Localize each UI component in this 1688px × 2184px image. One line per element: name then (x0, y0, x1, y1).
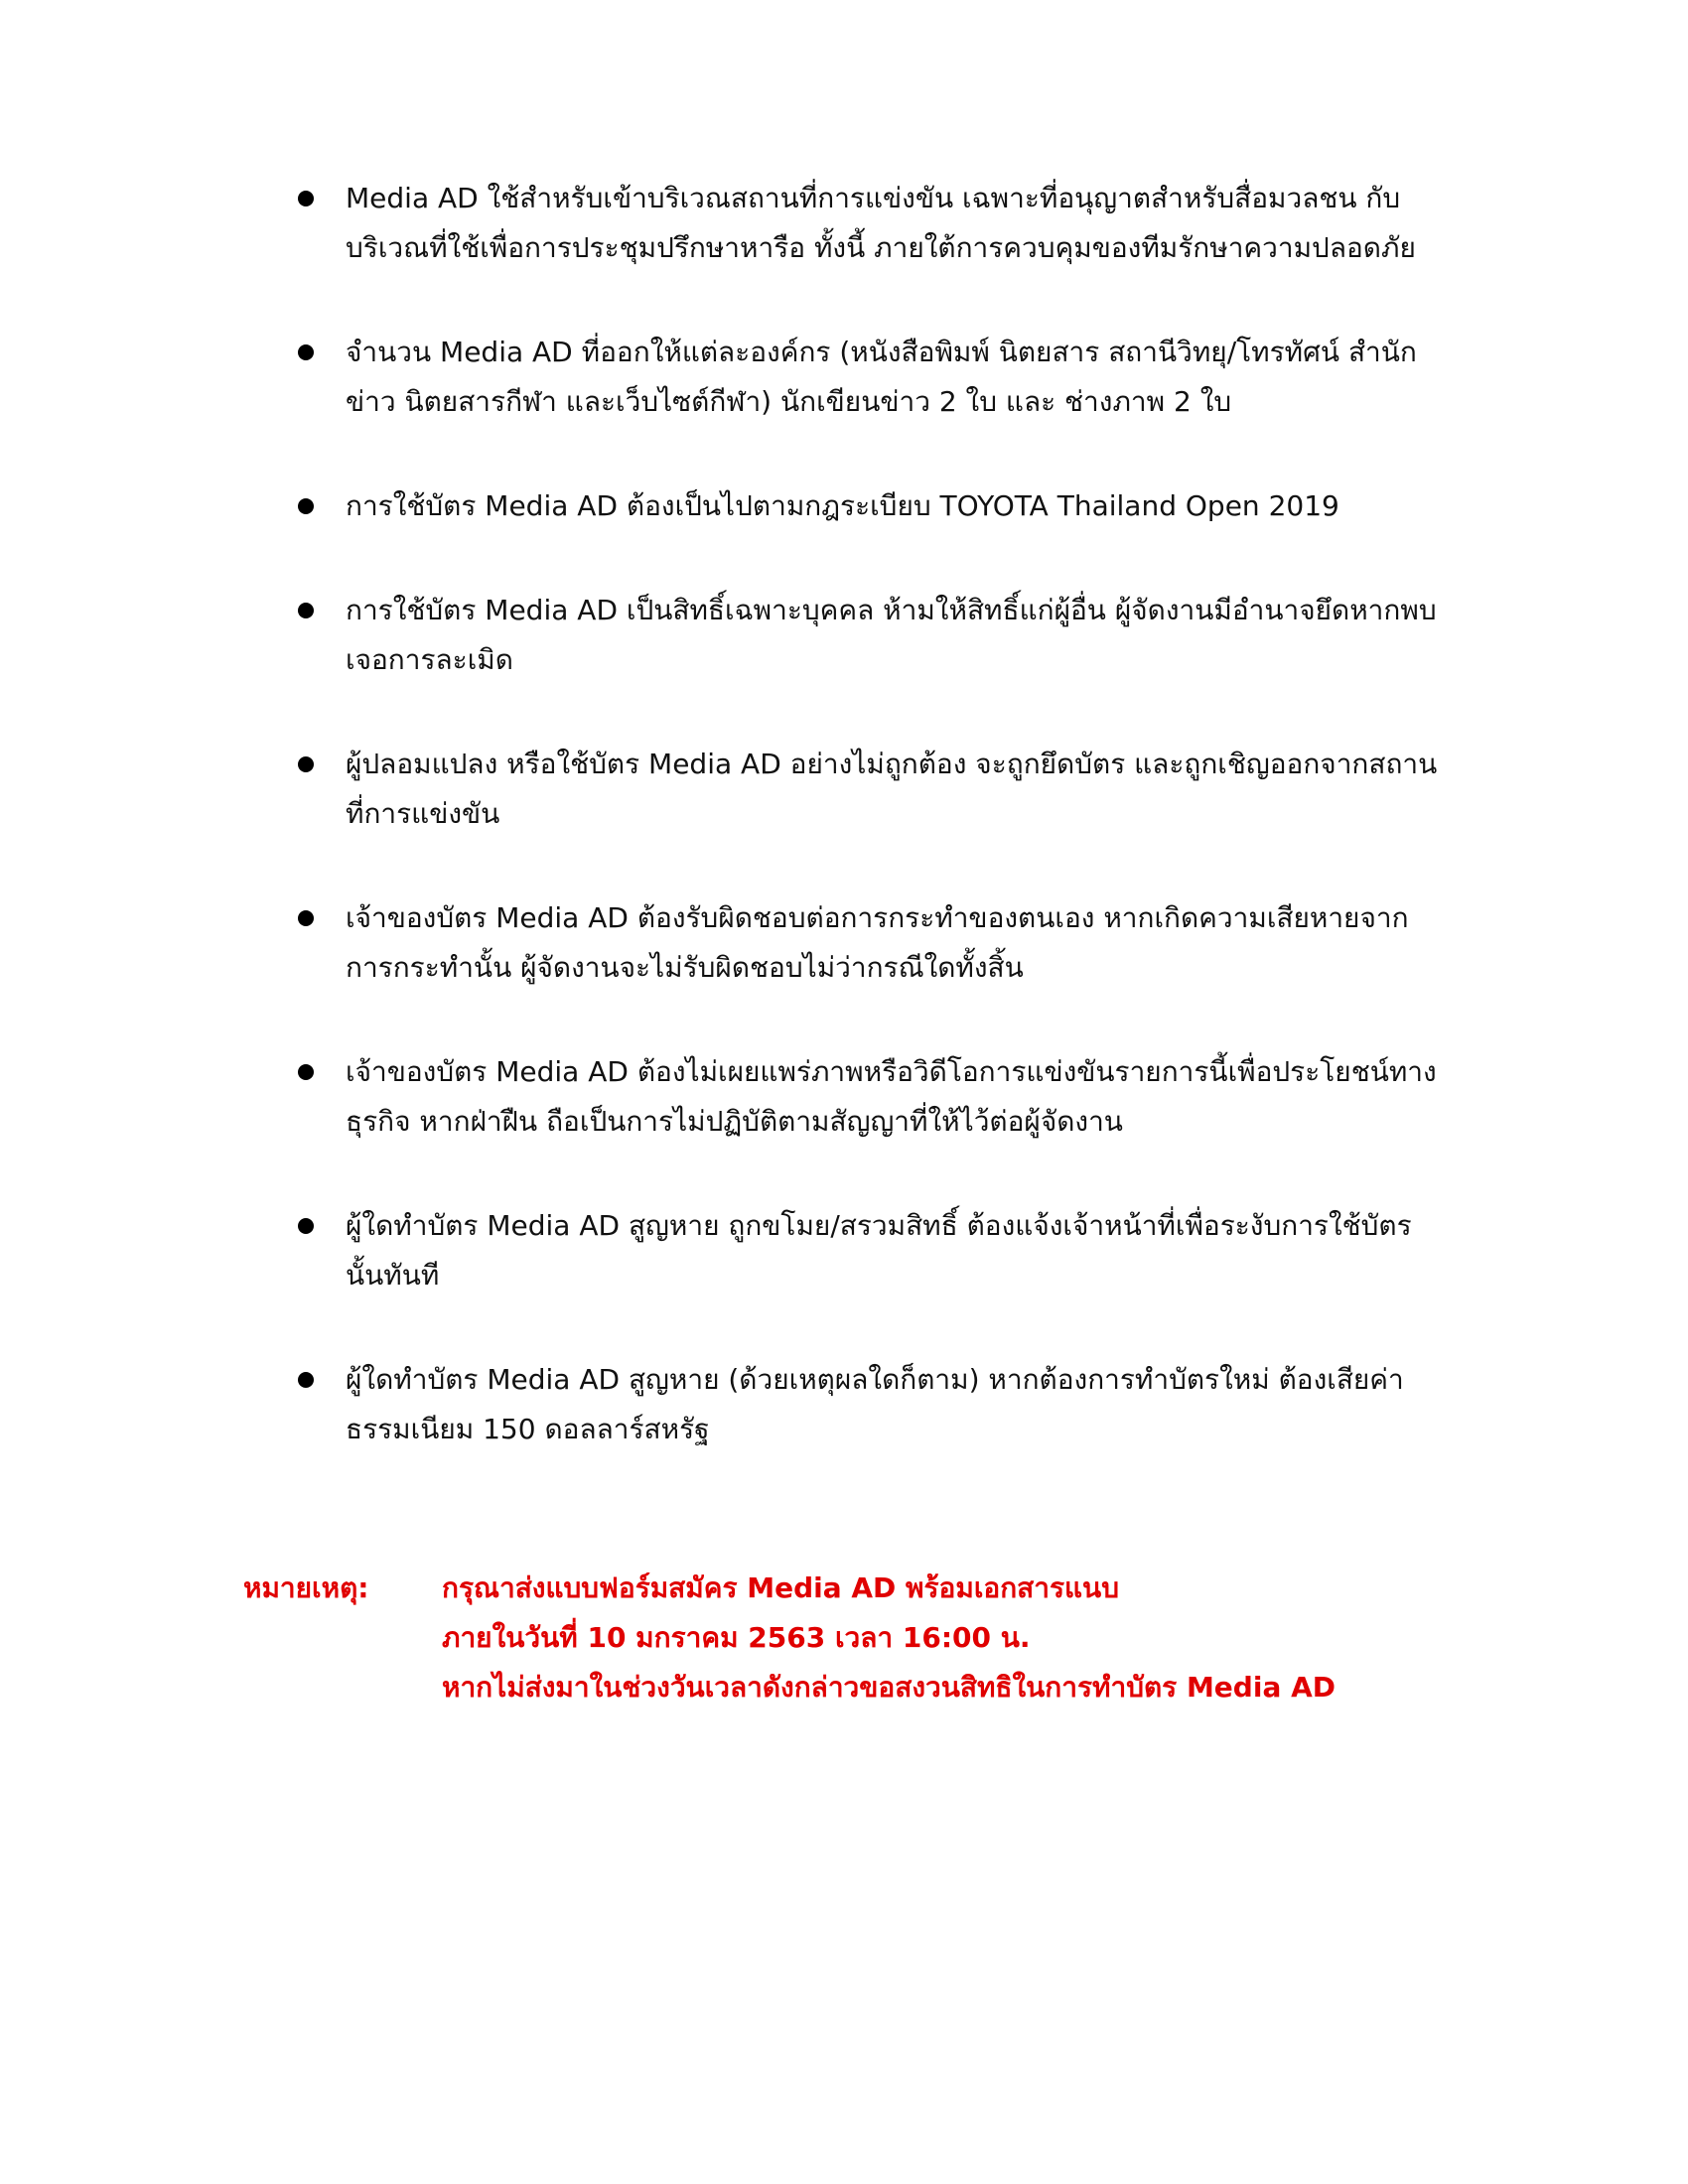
rule-text: ผู้ใดทำบัตร Media AD สูญหาย ถูกขโมย/สรวมสิทธิ์ ต้องแจ้งเจ้าหน้าที่เพื่อระงับการใช้บัตรนั้นทันที (346, 1209, 1412, 1292)
note-label: หมายเหตุ: (243, 1571, 369, 1604)
rule-text: เจ้าของบัตร Media AD ต้องรับผิดชอบต่อการกระทำของตนเอง หากเกิดความเสียหายจากการกระทำนั้น ผู้จัดงานจะไม่รับผิดชอบไม่ว่ากรณีใดทั้งสิ้น (346, 901, 1409, 984)
list-item (298, 481, 1440, 531)
bullet-icon (298, 603, 314, 618)
list-item (298, 586, 1440, 685)
list-item (298, 1047, 1440, 1147)
note-line: ภายในวันที่ 10 มกราคม 2563 เวลา 16:00 น. (442, 1621, 1031, 1654)
bullet-icon (298, 1064, 314, 1080)
rule-text: ผู้ปลอมแปลง หรือใช้บัตร Media AD อย่างไม่ถูกต้อง จะถูกยึดบัตร และถูกเชิญออกจากสถานที่การแข่งขัน (346, 748, 1438, 830)
list-item (298, 1355, 1440, 1454)
list-item (298, 1201, 1440, 1300)
rule-text: ผู้ใดทำบัตร Media AD สูญหาย (ด้วยเหตุผลใดก็ตาม) หากต้องการทำบัตรใหม่ ต้องเสียค่าธรรมเนียม 150 ดอลลาร์สหรัฐ (346, 1363, 1404, 1445)
rule-text: การใช้บัตร Media AD เป็นสิทธิ์เฉพาะบุคคล ห้ามให้สิทธิ์แก่ผู้อื่น ผู้จัดงานมีอำนาจยึดหากพบเจอการละเมิด (346, 594, 1437, 676)
rule-text: Media AD ใช้สำหรับเข้าบริเวณสถานที่การแข่งขัน เฉพาะที่อนุญาตสำหรับสื่อมวลชน กับบริเวณที่ใช้เพื่อการประชุมปรึกษาหารือ ทั้งนี้ ภายใต้การควบคุมของทีมรักษาความปลอดภัย (346, 182, 1416, 264)
note-lines (442, 1564, 1484, 1712)
note-line: กรุณาส่งแบบฟอร์มสมัคร Media AD พร้อมเอกสารแนบ (442, 1571, 1119, 1604)
note-line: หากไม่ส่งมาในช่วงวันเวลาดังกล่าวขอสงวนสิทธิในการทำบัตร Media AD (442, 1671, 1336, 1704)
bullet-icon (298, 498, 314, 514)
list-item (298, 174, 1440, 273)
list-item (298, 740, 1440, 839)
list-item (298, 328, 1440, 427)
bullet-icon (298, 1218, 314, 1234)
bullet-icon (298, 191, 314, 206)
bullet-icon (298, 344, 314, 360)
bullet-icon (298, 910, 314, 926)
rule-text: เจ้าของบัตร Media AD ต้องไม่เผยแพร่ภาพหรือวิดีโอการแข่งขันรายการนี้เพื่อประโยชน์ทางธุรกิจ หากฝ่าฝืน ถือเป็นการไม่ปฏิบัติตามสัญญาที่ให้ไว้ต่อผู้จัดงาน (346, 1055, 1437, 1138)
bullet-icon (298, 756, 314, 772)
rules-list (298, 174, 1440, 1509)
rule-text: จำนวน Media AD ที่ออกให้แต่ละองค์กร (หนังสือพิมพ์ นิตยสาร สถานีวิทยุ/โทรทัศน์ สำนักข่าว นิตยสารกีฬา และเว็บไซต์กีฬา) นักเขียนข่าว 2 ใบ และ ช่างภาพ 2 ใบ (346, 336, 1417, 418)
bullet-icon (298, 1372, 314, 1388)
list-item (298, 893, 1440, 993)
rule-text: การใช้บัตร Media AD ต้องเป็นไปตามกฎระเบียบ TOYOTA Thailand Open 2019 (346, 489, 1339, 522)
